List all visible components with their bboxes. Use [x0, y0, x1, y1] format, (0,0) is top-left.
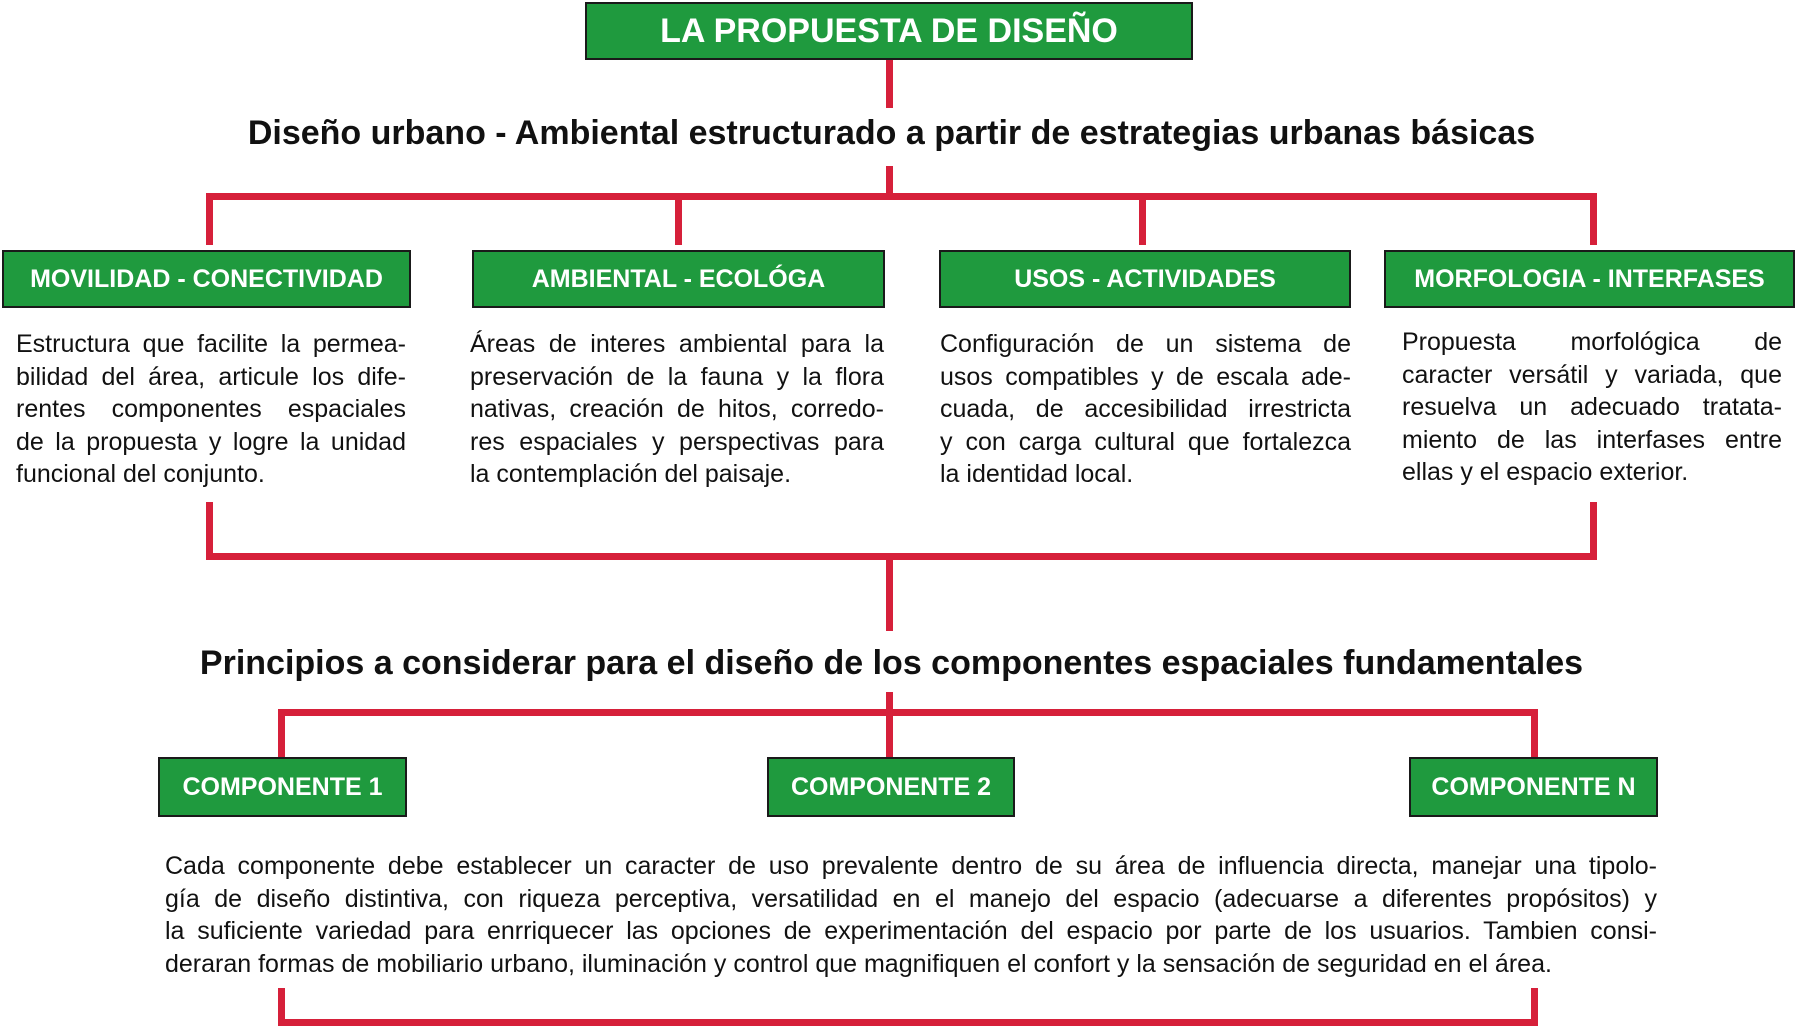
description-line: caracter versátil y variada, que: [1402, 360, 1782, 389]
strategy-box-movilidad: [2, 250, 411, 308]
description-line: la suficiente variedad para enrriquecer las opciones de experimentación del espacio por parte de los usuarios. Tambien consi-: [165, 917, 1657, 945]
description-line: usos compatibles y de escala ade-: [940, 362, 1351, 391]
connector-bracket-stem: [886, 553, 893, 631]
strategy-label: USOS - ACTIVIDADES: [1014, 264, 1276, 293]
description-line: funcional del conjunto.: [16, 460, 265, 488]
component-label: COMPONENTE 2: [790, 772, 992, 801]
description-line: gía de diseño distintiva, con riqueza perceptiva, versatilidad en el manejo del espacio (adecuarse a diferentes propósitos) y: [165, 884, 1657, 913]
title-box: [585, 2, 1193, 60]
description-line: y con carga cultural que fortalezca: [940, 427, 1351, 456]
description-line: Configuración de un sistema de: [940, 330, 1351, 358]
heading-strategies: Diseño urbano - Ambiental estructurado a partir de estrategias urbanas básicas: [247, 114, 1536, 152]
connector-comp-drop-n: [1531, 709, 1538, 757]
component-box-2: [767, 757, 1015, 817]
description-line: bilidad del área, articule los dife-: [16, 362, 406, 391]
description-line: la identidad local.: [940, 460, 1134, 488]
description-line: Propuesta morfológica de: [1402, 328, 1782, 356]
description-line: cuada, de accesibilidad irrestricta: [940, 395, 1351, 423]
strategy-box-morfologia: [1384, 250, 1795, 308]
description-line: nativas, creación de hitos, corredo-: [470, 395, 884, 423]
description-line: Áreas de interes ambiental para la: [470, 330, 884, 358]
component-label: COMPONENTE N: [1431, 772, 1636, 801]
connector-title: [886, 60, 893, 108]
description-line: Estructura que facilite la permea-: [16, 330, 406, 358]
connector-components-stem: [886, 692, 893, 757]
description-line: rentes componentes espaciales: [16, 395, 406, 423]
component-label: COMPONENTE 1: [182, 772, 383, 801]
component-box-1: [158, 757, 407, 817]
bracket-left: [206, 502, 213, 560]
strategy-label: AMBIENTAL - ECOLÓGA: [531, 264, 826, 293]
title-text: LA PROPUESTA DE DISEÑO: [660, 11, 1118, 50]
strategy-label: MOVILIDAD - CONECTIVIDAD: [30, 264, 383, 293]
description-line: Cada componente debe establecer un caracter de uso prevalente dentro de su área de influencia directa, manejar una tipolo-: [165, 852, 1657, 880]
bottom-bracket-bar: [278, 1019, 1538, 1026]
strategy-description-movilidad: [16, 328, 406, 491]
connector-comp-drop-1: [278, 709, 285, 757]
connector-drop-3: [1139, 193, 1146, 245]
description-line: la contemplación del paisaje.: [470, 460, 792, 488]
heading-principles: Principios a considerar para el diseño de los componentes espaciales fundamentales: [199, 644, 1584, 682]
description-line: deraran formas de mobiliario urbano, iluminación y control que magnifiquen el confort y la sensación de seguridad en el área.: [165, 949, 1552, 978]
description-line: miento de las interfases entre: [1402, 425, 1782, 454]
component-description: [165, 850, 1657, 980]
bracket-bar: [206, 553, 1597, 560]
description-line: preservación de la fauna y la flora: [470, 362, 884, 391]
description-line: de la propuesta y logre la unidad: [16, 427, 406, 456]
description-line: resuelva un adecuado tratata-: [1402, 393, 1782, 421]
strategy-box-ambiental: [472, 250, 885, 308]
strategy-box-usos: [939, 250, 1351, 308]
connector-strategies-bar: [206, 193, 1597, 200]
connector-drop-1: [206, 193, 213, 245]
connector-drop-4: [1590, 193, 1597, 245]
component-box-n: [1409, 757, 1658, 817]
description-line: ellas y el espacio exterior.: [1402, 458, 1689, 486]
strategy-description-usos: [940, 328, 1351, 491]
bracket-right: [1590, 502, 1597, 560]
strategy-label: MORFOLOGIA - INTERFASES: [1414, 264, 1765, 293]
strategy-description-ambiental: [470, 328, 884, 491]
connector-components-bar: [278, 709, 1538, 716]
strategy-description-morfologia: [1402, 326, 1782, 489]
description-line: res espaciales y perspectivas para: [470, 427, 884, 456]
connector-drop-2: [675, 193, 682, 245]
